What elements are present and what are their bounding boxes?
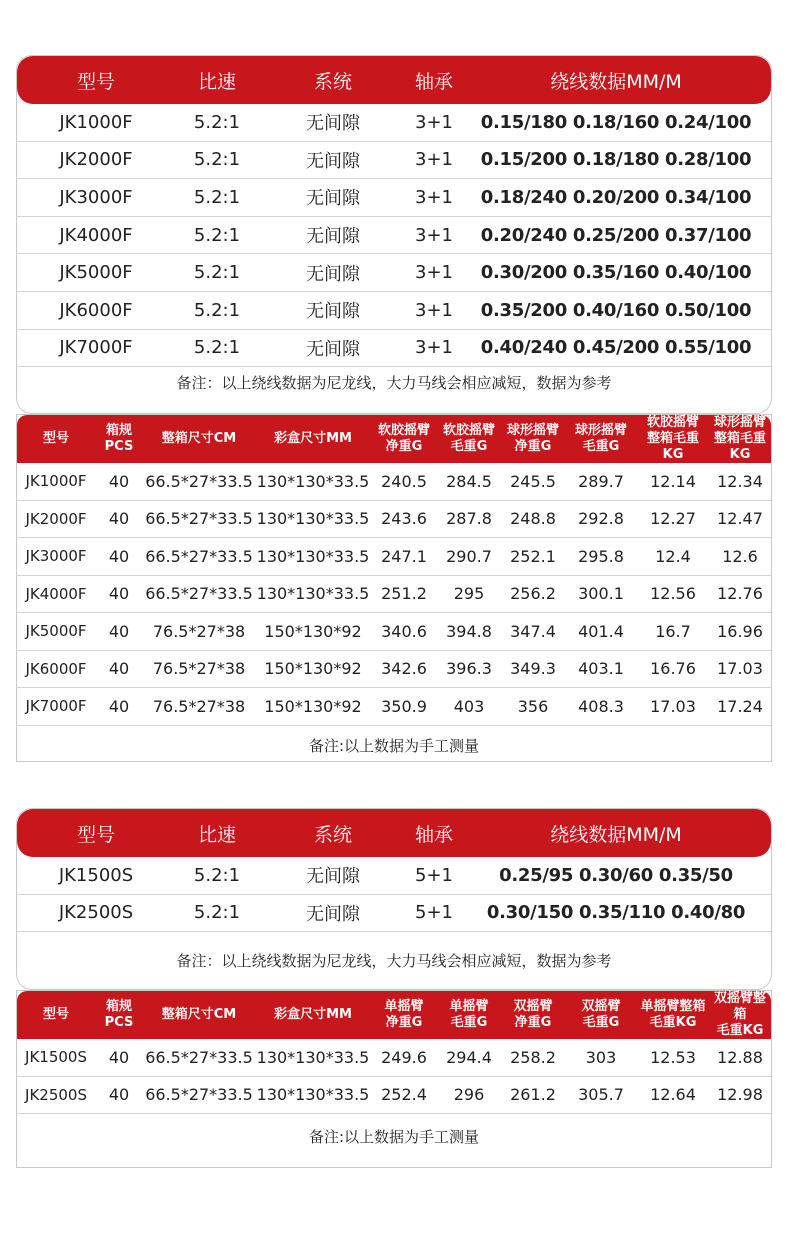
cell-model: JK1000F xyxy=(59,111,133,133)
header-line: 型号 xyxy=(42,431,69,446)
cell: 40 xyxy=(108,584,130,604)
cell: 342.6 xyxy=(381,659,427,679)
cell-line-capacity: 0.30/150 0.35/110 0.40/80 xyxy=(486,902,746,924)
header-line: 球形摇臂 xyxy=(574,423,627,438)
cell: 305.7 xyxy=(578,1085,624,1105)
table-row xyxy=(17,1077,771,1115)
cell: 130*130*33.5 xyxy=(256,1085,370,1105)
header-line: 毛重G xyxy=(582,439,620,454)
table-row xyxy=(17,538,771,576)
table-row xyxy=(17,217,771,255)
header-ratio: 比速 xyxy=(197,70,236,93)
cell: 76.5*27*38 xyxy=(152,621,246,641)
cell-system: 无间隙 xyxy=(306,226,360,248)
cell-line-capacity: 0.20/240 0.25/200 0.37/100 xyxy=(480,224,752,246)
cell: 403 xyxy=(453,696,485,716)
cell: 66.5*27*33.5 xyxy=(145,584,253,604)
header-line: 毛重KG xyxy=(716,1023,764,1038)
header-line: 球形摇臂 xyxy=(713,415,766,430)
cell-model: JK7000F xyxy=(59,337,133,359)
header-line: 净重G xyxy=(514,1015,552,1030)
header-line: 软胶摇臂 xyxy=(377,423,430,438)
cell: 12.27 xyxy=(650,509,696,529)
table-row xyxy=(17,292,771,330)
header-line: 单摇臂 xyxy=(449,999,489,1014)
table-row xyxy=(17,254,771,292)
table-row xyxy=(17,651,771,689)
cell-model: JK5000F xyxy=(59,262,133,284)
spec-note: 备注：以上绕线数据为尼龙线，大力马线会相应减短，数据为参考 xyxy=(176,951,612,970)
pack-note: 备注:以上数据为手工测量 xyxy=(308,1127,480,1146)
table-row xyxy=(17,501,771,539)
header-line-capacity: 绕线数据MM/M xyxy=(550,70,682,93)
cell: JK2000F xyxy=(25,509,87,528)
cell-system: 无间隙 xyxy=(306,903,360,925)
cell: 290.7 xyxy=(446,546,492,566)
header-col7 xyxy=(501,423,565,455)
cell: 350.9 xyxy=(381,696,427,716)
cell: 150*130*92 xyxy=(264,696,362,716)
cell: JK7000F xyxy=(25,697,87,716)
header-col7 xyxy=(501,999,565,1031)
header-bearing: 轴承 xyxy=(414,70,453,93)
cell: JK3000F xyxy=(25,547,87,566)
spec-table-2 xyxy=(16,808,772,990)
cell: 12.34 xyxy=(717,471,763,491)
cell-bearing: 3+1 xyxy=(415,262,453,284)
cell: 66.5*27*33.5 xyxy=(145,471,253,491)
cell: 252.1 xyxy=(510,546,556,566)
spec-table-header xyxy=(17,809,771,857)
cell: 296 xyxy=(453,1085,485,1105)
header-col6 xyxy=(437,423,501,455)
cell: 295.8 xyxy=(578,546,624,566)
cell: 40 xyxy=(108,1085,130,1105)
header-line: 双摇臂 xyxy=(581,999,621,1014)
header-line: 型号 xyxy=(42,1007,69,1022)
cell: 256.2 xyxy=(510,584,556,604)
header-line: 彩盒尺寸MM xyxy=(274,1007,352,1022)
cell-bearing: 3+1 xyxy=(415,149,453,171)
cell: 12.47 xyxy=(717,509,763,529)
header-line: 整箱毛重KG xyxy=(646,431,699,462)
header-col5 xyxy=(371,423,437,455)
cell: 252.4 xyxy=(381,1085,427,1105)
header-line: 单摇臂整箱 xyxy=(640,999,706,1014)
cell: 40 xyxy=(108,1047,130,1067)
cell: 66.5*27*33.5 xyxy=(145,546,253,566)
header-line: 净重G xyxy=(385,1015,423,1030)
cell: 150*130*92 xyxy=(264,659,362,679)
header-model: 型号 xyxy=(76,823,115,846)
header-line: 整箱尺寸CM xyxy=(161,1007,237,1022)
spec-rows xyxy=(17,857,771,932)
cell: 408.3 xyxy=(578,696,624,716)
header-model xyxy=(17,1007,95,1023)
header-system: 系统 xyxy=(313,70,352,93)
cell-model: JK2500S xyxy=(58,902,134,924)
cell: 289.7 xyxy=(578,471,624,491)
cell: 130*130*33.5 xyxy=(256,546,370,566)
cell-system: 无间隙 xyxy=(306,866,360,888)
cell-bearing: 5+1 xyxy=(415,864,453,886)
header-model: 型号 xyxy=(76,70,115,93)
header-box-size xyxy=(255,431,371,447)
cell: JK1500S xyxy=(25,1048,87,1067)
table-row xyxy=(17,688,771,726)
header-system: 系统 xyxy=(313,823,352,846)
header-line: 净重G xyxy=(514,439,552,454)
header-line: 单摇臂 xyxy=(384,999,424,1014)
header-col8 xyxy=(565,999,637,1031)
pack-rows xyxy=(17,463,771,726)
cell: 249.6 xyxy=(381,1047,427,1067)
cell: 12.53 xyxy=(650,1047,696,1067)
cell: 284.5 xyxy=(446,471,492,491)
cell-model: JK6000F xyxy=(59,299,133,321)
table-row xyxy=(17,857,771,895)
cell: 303 xyxy=(585,1047,617,1067)
header-model xyxy=(17,431,95,447)
cell: 251.2 xyxy=(381,584,427,604)
header-line: 净重G xyxy=(385,439,423,454)
cell: 66.5*27*33.5 xyxy=(145,1085,253,1105)
cell-system: 无间隙 xyxy=(306,113,360,135)
cell: 245.5 xyxy=(510,471,556,491)
cell: 130*130*33.5 xyxy=(256,1047,370,1067)
cell: 243.6 xyxy=(381,509,427,529)
cell-line-capacity: 0.35/200 0.40/160 0.50/100 xyxy=(480,299,752,321)
cell-model: JK4000F xyxy=(59,224,133,246)
header-carton-size xyxy=(143,431,255,447)
cell: 40 xyxy=(108,471,130,491)
table-row xyxy=(17,576,771,614)
cell: 292.8 xyxy=(578,509,624,529)
header-line-capacity: 绕线数据MM/M xyxy=(550,823,682,846)
cell: 40 xyxy=(108,509,130,529)
cell: 247.1 xyxy=(381,546,427,566)
header-pcs xyxy=(95,999,143,1031)
cell-ratio: 5.2:1 xyxy=(193,337,241,359)
cell: 403.1 xyxy=(578,659,624,679)
cell: JK2500S xyxy=(25,1085,87,1104)
cell: 394.8 xyxy=(446,621,492,641)
cell-model: JK1500S xyxy=(58,864,134,886)
cell-ratio: 5.2:1 xyxy=(193,186,241,208)
cell-system: 无间隙 xyxy=(306,338,360,360)
cell: JK6000F xyxy=(25,659,87,678)
cell-ratio: 5.2:1 xyxy=(193,299,241,321)
cell: 17.03 xyxy=(650,696,696,716)
table-row xyxy=(17,142,771,180)
header-line: 毛重G xyxy=(450,439,488,454)
spec-table-header xyxy=(17,56,771,104)
cell: 12.98 xyxy=(717,1085,763,1105)
cell-ratio: 5.2:1 xyxy=(193,224,241,246)
header-line: 箱规PCS xyxy=(104,999,134,1030)
header-line: 软胶摇臂 xyxy=(442,423,495,438)
cell: 17.03 xyxy=(717,659,763,679)
header-line: 整箱尺寸CM xyxy=(161,431,237,446)
cell-line-capacity: 0.40/240 0.45/200 0.55/100 xyxy=(480,337,752,359)
cell: 300.1 xyxy=(578,584,624,604)
cell: 16.7 xyxy=(655,621,691,641)
header-box-size xyxy=(255,1007,371,1023)
cell: 12.64 xyxy=(650,1085,696,1105)
cell-ratio: 5.2:1 xyxy=(193,149,241,171)
cell: 40 xyxy=(108,621,130,641)
header-col9 xyxy=(637,415,709,463)
spec-note: 备注：以上绕线数据为尼龙线，大力马线会相应减短，数据为参考 xyxy=(176,373,612,392)
table-row xyxy=(17,895,771,933)
cell-ratio: 5.2:1 xyxy=(193,262,241,284)
cell: 248.8 xyxy=(510,509,556,529)
cell-model: JK3000F xyxy=(59,186,133,208)
header-line: 彩盒尺寸MM xyxy=(274,431,352,446)
cell: 16.96 xyxy=(717,621,763,641)
cell: 356 xyxy=(517,696,549,716)
cell: 349.3 xyxy=(510,659,556,679)
cell: 66.5*27*33.5 xyxy=(145,1047,253,1067)
cell-bearing: 3+1 xyxy=(415,186,453,208)
table-row xyxy=(17,463,771,501)
header-col9 xyxy=(637,999,709,1031)
cell-line-capacity: 0.30/200 0.35/160 0.40/100 xyxy=(480,262,752,284)
cell: 261.2 xyxy=(510,1085,556,1105)
cell: 12.88 xyxy=(717,1047,763,1067)
cell: JK1000F xyxy=(25,472,87,491)
cell-bearing: 3+1 xyxy=(415,299,453,321)
cell: JK5000F xyxy=(25,622,87,641)
cell-bearing: 3+1 xyxy=(415,337,453,359)
pack-note: 备注:以上数据为手工测量 xyxy=(308,737,480,755)
pack-table-1 xyxy=(16,414,772,762)
table-row xyxy=(17,104,771,142)
cell: 66.5*27*33.5 xyxy=(145,509,253,529)
cell: 12.56 xyxy=(650,584,696,604)
header-col6 xyxy=(437,999,501,1031)
header-col10 xyxy=(709,415,771,463)
cell-bearing: 3+1 xyxy=(415,224,453,246)
cell: 130*130*33.5 xyxy=(256,584,370,604)
cell: JK4000F xyxy=(25,584,87,603)
header-line: 双摇臂 xyxy=(513,999,553,1014)
header-line: 球形摇臂 xyxy=(506,423,559,438)
header-line: 毛重KG xyxy=(649,1015,697,1030)
header-bearing: 轴承 xyxy=(414,823,453,846)
pack-table-header xyxy=(17,415,771,463)
cell: 40 xyxy=(108,696,130,716)
cell-line-capacity: 0.18/240 0.20/200 0.34/100 xyxy=(480,186,752,208)
cell-line-capacity: 0.15/200 0.18/180 0.28/100 xyxy=(480,149,752,171)
cell: 76.5*27*38 xyxy=(152,696,246,716)
cell-ratio: 5.2:1 xyxy=(193,864,241,886)
cell: 76.5*27*38 xyxy=(152,659,246,679)
table-row xyxy=(17,613,771,651)
cell: 130*130*33.5 xyxy=(256,509,370,529)
cell-ratio: 5.2:1 xyxy=(193,902,241,924)
header-col8 xyxy=(565,423,637,455)
cell: 396.3 xyxy=(446,659,492,679)
cell: 340.6 xyxy=(381,621,427,641)
header-line: 箱规PCS xyxy=(104,423,134,454)
cell: 287.8 xyxy=(446,509,492,529)
cell: 12.14 xyxy=(650,471,696,491)
header-col10 xyxy=(709,991,771,1039)
cell: 12.76 xyxy=(717,584,763,604)
cell: 240.5 xyxy=(381,471,427,491)
header-carton-size xyxy=(143,1007,255,1023)
cell-line-capacity: 0.25/95 0.30/60 0.35/50 xyxy=(499,864,733,886)
table-row xyxy=(17,179,771,217)
cell-system: 无间隙 xyxy=(306,263,360,285)
spec-rows xyxy=(17,104,771,360)
cell: 12.4 xyxy=(655,546,691,566)
cell: 347.4 xyxy=(510,621,556,641)
cell-line-capacity: 0.15/180 0.18/160 0.24/100 xyxy=(480,111,752,133)
cell: 150*130*92 xyxy=(264,621,362,641)
header-line: 双摇臂整箱 xyxy=(713,991,766,1022)
cell-system: 无间隙 xyxy=(306,150,360,172)
cell: 40 xyxy=(108,546,130,566)
spec-table-1 xyxy=(16,55,772,414)
cell-system: 无间隙 xyxy=(306,188,360,210)
header-pcs xyxy=(95,423,143,455)
cell-ratio: 5.2:1 xyxy=(193,111,241,133)
cell: 295 xyxy=(453,584,485,604)
cell: 40 xyxy=(108,659,130,679)
pack-rows xyxy=(17,1039,771,1114)
cell: 12.6 xyxy=(722,546,758,566)
cell: 130*130*33.5 xyxy=(256,471,370,491)
cell: 17.24 xyxy=(717,696,763,716)
cell: 16.76 xyxy=(650,659,696,679)
header-line: 软胶摇臂 xyxy=(646,415,699,430)
table-row xyxy=(17,1039,771,1077)
cell-bearing: 5+1 xyxy=(415,902,453,924)
cell: 294.4 xyxy=(446,1047,492,1067)
pack-table-header xyxy=(17,991,771,1039)
cell-bearing: 3+1 xyxy=(415,111,453,133)
header-line: 毛重G xyxy=(450,1015,488,1030)
header-line: 毛重G xyxy=(582,1015,620,1030)
pack-table-2 xyxy=(16,990,772,1168)
header-col5 xyxy=(371,999,437,1031)
cell-model: JK2000F xyxy=(59,149,133,171)
cell: 258.2 xyxy=(510,1047,556,1067)
header-line: 整箱毛重KG xyxy=(713,431,766,462)
cell: 401.4 xyxy=(578,621,624,641)
header-ratio: 比速 xyxy=(197,823,236,846)
cell-system: 无间隙 xyxy=(306,301,360,323)
